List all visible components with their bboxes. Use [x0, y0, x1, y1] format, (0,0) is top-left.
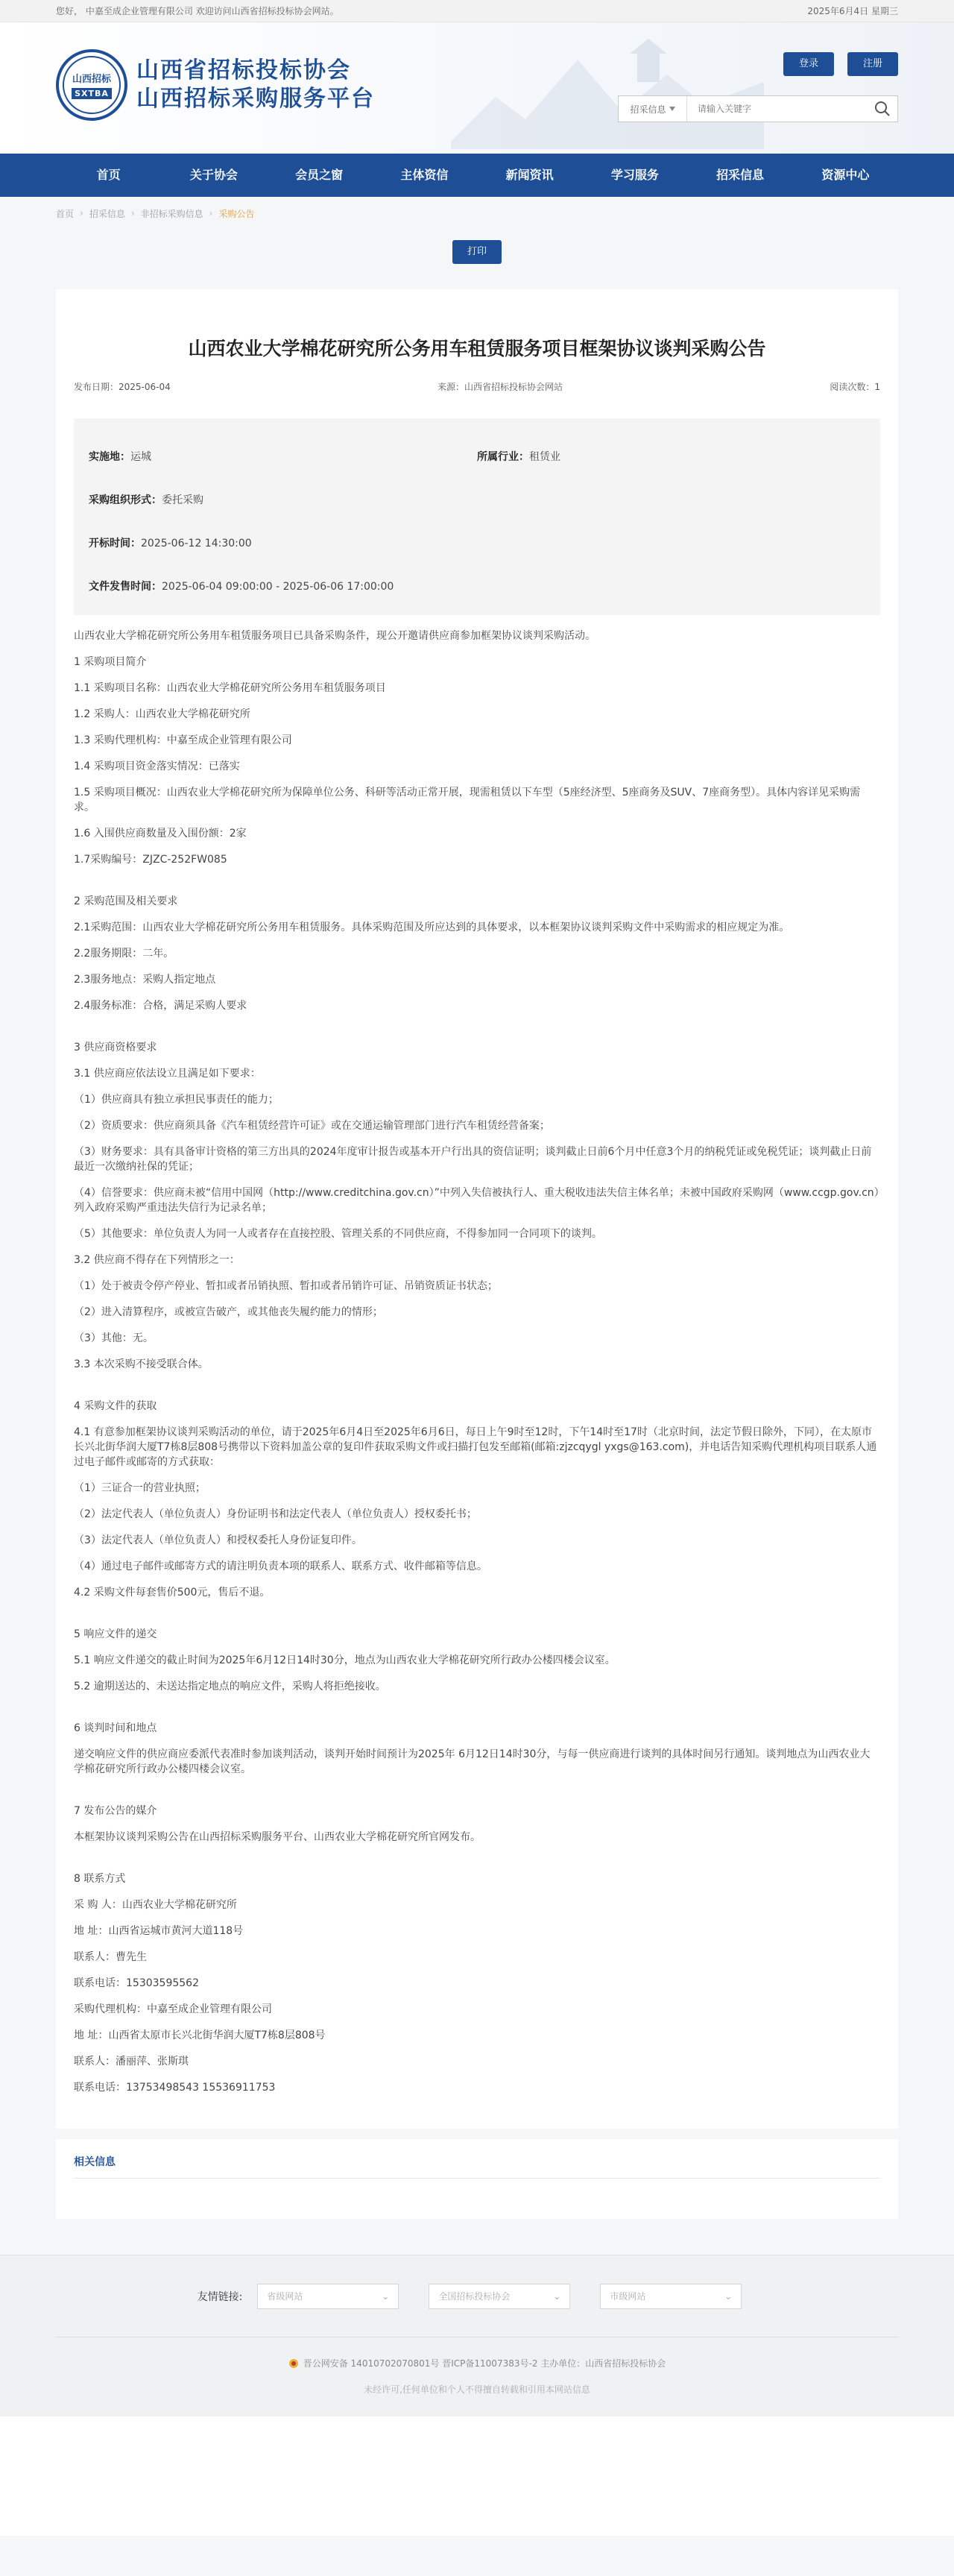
search-icon	[874, 101, 891, 117]
national-associations-select[interactable]	[429, 2284, 570, 2309]
article-paragraph: 本框架协议谈判采购公告在山西招标采购服务平台、山西农业大学棉花研究所官网发布。	[74, 1831, 481, 1843]
article-paragraph: （5）其他要求：单位负责人为同一人或者存在直接控股、管理关系的不同供应商，不得参加同一合同项下的谈判。	[74, 1228, 602, 1240]
welcome-text: 您好， 中嘉至成企业管理有限公司 欢迎访问山西省招标投标协会网站。	[56, 6, 339, 16]
nav-credit[interactable]: 主体资信	[400, 168, 449, 182]
search-category-value: 招采信息	[630, 104, 666, 115]
doc-time-value: 2025-06-04 09:00:00 - 2025-06-06 17:00:00	[162, 581, 394, 593]
article-paragraph: 3.3 本次采购不接受联合体。	[74, 1358, 209, 1370]
article-paragraph: 1.6 入围供应商数量及入围份额：2家	[74, 828, 247, 840]
current-date: 2025年6月4日 星期三	[807, 6, 898, 16]
register-button[interactable]: 注册	[847, 52, 898, 76]
friend-links-label: 友情链接:	[197, 2290, 243, 2303]
article-card	[56, 289, 898, 2129]
breadcrumb	[56, 197, 898, 230]
article-paragraph: 2.1采购范围：山西农业大学棉花研究所公务用车租赁服务。具体采购范围及所应达到的具体要求，以本框架协议谈判采购文件中采购需求的相应规定为准。	[74, 922, 790, 933]
logo-title-line1: 山西省招标投标协会	[136, 57, 351, 84]
paragraph-gap	[74, 878, 880, 894]
location-value: 运城	[130, 451, 151, 463]
breadcrumb-separator-icon: ›	[209, 208, 213, 218]
org-form-label: 采购组织形式：	[89, 494, 162, 506]
copyright-note: 未经许可,任何单位和个人不得擅自转载和引用本网站信息	[364, 2384, 590, 2395]
select-value: 市级网站	[610, 2291, 646, 2302]
chevron-down-icon: ⌄	[553, 2290, 561, 2302]
article-paragraph: 2.4服务标准：合格，满足采购人要求	[74, 1000, 247, 1012]
article-paragraph: 联系人：曹先生	[74, 1951, 147, 1963]
chevron-down-icon: ⌄	[382, 2290, 390, 2302]
nav-about[interactable]: 关于协会	[189, 168, 238, 182]
article-body	[74, 629, 880, 2095]
paragraph-gap	[74, 1788, 880, 1804]
logo-title-line2: 山西招标采购服务平台	[136, 86, 375, 112]
article-paragraph: 4 采购文件的获取	[74, 1400, 157, 1412]
article-paragraph: 联系电话：15303595562	[74, 1977, 199, 1989]
related-info-section	[56, 2139, 898, 2219]
article-paragraph: （4）信誉要求：供应商未被“信用中国网（http://www.creditchina.gov.cn）”中列入失信被执行人、重大税收违法失信主体名单；未被中国政府采购网（www.ccgp.gov.cn）列入政府采购严重违法失信行为记录名单；	[74, 1187, 879, 1214]
police-badge-icon	[288, 2358, 299, 2369]
page-bottom-space	[0, 2416, 954, 2536]
industry-value: 租赁业	[529, 451, 560, 463]
article-paragraph: （2）法定代表人（单位负责人）身份证明书和法定代表人（单位负责人）授权委托书；	[74, 1508, 477, 1520]
article-paragraph: 3.1 供应商应依法设立且满足如下要求：	[74, 1068, 261, 1080]
article-paragraph: 6 谈判时间和地点	[74, 1722, 157, 1734]
article-paragraph: （2）资质要求：供应商须具备《汽车租赁经营许可证》或在交通运输管理部门进行汽车租赁经营备案；	[74, 1120, 550, 1132]
breadcrumb-current: 采购公告	[218, 208, 255, 219]
logo-abbr: SXTBA	[72, 88, 112, 99]
copyright	[0, 2337, 954, 2377]
article-paragraph: 4.1 有意参加框架协议谈判采购活动的单位，请于2025年6月4日至2025年6月6日，每日上午9时至12时，下午14时至17时（北京时间，法定节假日除外，下同），在太原市长兴北街华润大厦T7栋8层808号携带以下资料加盖公章的复印件获取采购文件或扫描打包发至邮箱(邮箱:zjzcqygl yxgs@163.com)，并电话告知采购代理机构项目联系人通过电子邮件或邮寄的方式获取：	[74, 1426, 877, 1468]
article-paragraph: 1.4 采购项目资金落实情况：已落实	[74, 760, 240, 772]
paragraph-gap	[74, 1705, 880, 1721]
article-paragraph: （3）财务要求：具有具备审计资格的第三方出具的2024年度审计报告或基本开户行出具的资信证明；谈判截止日前6个月中任意3个月的纳税凭证或免税凭证；谈判截止日前最近一次缴纳社保的凭证；	[74, 1146, 872, 1173]
search-bar	[618, 95, 898, 122]
article-paragraph: 1.5 采购项目概况：山西农业大学棉花研究所为保障单位公务、科研等活动正常开展，现需租赁以下车型（5座经济型、5座商务及SUV、7座商务型）。具体内容详见采购需求。	[74, 787, 861, 813]
friend-links	[56, 2255, 898, 2337]
article-paragraph: 7 发布公告的媒介	[74, 1805, 157, 1817]
article-paragraph: 1.2 采购人：山西农业大学棉花研究所	[74, 708, 250, 720]
nav-resources[interactable]: 资源中心	[821, 168, 870, 182]
article-paragraph: 2 采购范围及相关要求	[74, 895, 178, 907]
industry-label: 所属行业：	[477, 451, 529, 463]
article-paragraph: 1.3 采购代理机构：中嘉至成企业管理有限公司	[74, 734, 292, 746]
article-meta	[74, 380, 880, 405]
article-paragraph: 递交响应文件的供应商应委派代表准时参加谈判活动，谈判开始时间预计为2025年 6月12日14时30分，与每一供应商进行谈判的具体时间另行通知。谈判地点为山西农业大学棉花研究所行政办公楼四楼会议室。	[74, 1748, 871, 1775]
article-paragraph: 2.3服务地点：采购人指定地点	[74, 974, 216, 986]
search-category-select[interactable]	[619, 96, 687, 122]
article-paragraph: 1 采购项目简介	[74, 656, 147, 668]
org-form-value: 委托采购	[162, 494, 203, 506]
article-paragraph: 4.2 采购文件每套售价500元，售后不退。	[74, 1587, 271, 1599]
article-paragraph: 1.1 采购项目名称：山西农业大学棉花研究所公务用车租赁服务项目	[74, 682, 386, 694]
article-paragraph: 采购代理机构：中嘉至成企业管理有限公司	[74, 2003, 272, 2015]
article-paragraph: 3 供应商资格要求	[74, 1042, 157, 1054]
logo-emblem-text: 山西招标	[72, 74, 111, 85]
site-footer	[0, 2255, 954, 2416]
nav-home[interactable]: 首页	[96, 168, 121, 182]
nav-procurement[interactable]: 招采信息	[716, 168, 765, 182]
article-paragraph: 山西农业大学棉花研究所公务用车租赁服务项目已具备采购条件，现公开邀请供应商参加框架协议谈判采购活动。	[74, 630, 596, 642]
copyright-text: 晋公网安备 14010702070801号 晋ICP备11007383号-2 主办单位：山西省招标投标协会	[303, 2358, 666, 2369]
open-time-label: 开标时间：	[89, 538, 141, 549]
site-header	[0, 22, 954, 154]
article-paragraph: 5.2 逾期送达的、未送达指定地点的响应文件，采购人将拒绝接收。	[74, 1681, 386, 1692]
open-time-value: 2025-06-12 14:30:00	[141, 538, 252, 549]
article-paragraph: 地 址：山西省运城市黄河大道118号	[74, 1925, 244, 1937]
article-title: 山西农业大学棉花研究所公务用车租赁服务项目框架协议谈判采购公告	[188, 338, 766, 359]
article-paragraph: 1.7采购编号：ZJZC-252FW085	[74, 854, 227, 866]
main-nav	[0, 154, 954, 197]
related-info-title: 相关信息	[74, 2154, 880, 2179]
print-button[interactable]: 打印	[452, 240, 502, 264]
article-paragraph: 联系人：潘丽萍、张斯琪	[74, 2056, 189, 2068]
article-paragraph: 5 响应文件的递交	[74, 1628, 157, 1640]
article-paragraph: （1）供应商具有独立承担民事责任的能力；	[74, 1094, 279, 1106]
article-source: 来源：山西省招标投标协会网站	[437, 382, 563, 392]
search-input[interactable]	[687, 96, 868, 122]
login-button[interactable]: 登录	[783, 52, 834, 76]
nav-learning[interactable]: 学习服务	[610, 168, 659, 182]
article-paragraph: （3）法定代表人（单位负责人）和授权委托人身份证复印件。	[74, 1534, 362, 1546]
breadcrumb-separator-icon: ›	[130, 208, 135, 218]
paragraph-gap	[74, 1856, 880, 1871]
paragraph-gap	[74, 1611, 880, 1627]
city-sites-select[interactable]	[600, 2284, 742, 2309]
article-paragraph: 8 联系方式	[74, 1873, 126, 1885]
article-paragraph: （2）进入清算程序，或被宣告破产，或其他丧失履约能力的情形；	[74, 1306, 383, 1318]
article-paragraph: （1）三证合一的营业执照；	[74, 1482, 206, 1494]
doc-time-label: 文件发售时间：	[89, 581, 162, 593]
select-value: 全国招标投标协会	[438, 2291, 511, 2302]
chevron-down-icon: ⌄	[724, 2290, 733, 2302]
article-paragraph: 3.2 供应商不得存在下列情形之一：	[74, 1254, 240, 1266]
paragraph-gap	[74, 1383, 880, 1399]
article-paragraph: （3）其他：无。	[74, 1332, 154, 1344]
landscape-decoration-icon	[451, 30, 764, 149]
article-paragraph: （4）通过电子邮件或邮寄方式的请注明负责本项的联系人、联系方式、收件邮箱等信息。	[74, 1561, 487, 1572]
logo-emblem-icon	[56, 49, 127, 121]
article-paragraph: 采 购 人：山西农业大学棉花研究所	[74, 1899, 237, 1911]
paragraph-gap	[74, 1024, 880, 1040]
provincial-sites-select[interactable]	[257, 2284, 399, 2309]
nav-members[interactable]: 会员之窗	[295, 168, 344, 182]
article-paragraph: 5.1 响应文件递交的截止时间为2025年6月12日14时30分，地点为山西农业大学棉花研究所行政办公楼四楼会议室。	[74, 1654, 616, 1666]
view-count: 阅读次数：1	[830, 382, 880, 392]
breadcrumb-non-tender[interactable]: 非招标采购信息	[140, 208, 203, 219]
site-logo[interactable]	[56, 49, 375, 121]
project-info-box	[74, 418, 880, 615]
nav-news[interactable]: 新闻资讯	[505, 168, 554, 182]
breadcrumb-separator-icon: ›	[80, 208, 83, 218]
breadcrumb-procurement[interactable]: 招采信息	[89, 208, 125, 219]
search-button[interactable]	[868, 96, 897, 122]
publish-date: 发布日期：2025-06-04	[74, 382, 171, 392]
select-value: 省级网站	[267, 2291, 303, 2302]
breadcrumb-home[interactable]: 首页	[56, 208, 75, 219]
article-paragraph: 联系电话：13753498543 15536911753	[74, 2082, 276, 2094]
caret-down-icon	[669, 107, 675, 111]
auth-buttons	[783, 52, 898, 76]
top-bar	[0, 0, 954, 22]
article-paragraph: 2.2服务期限：二年。	[74, 948, 174, 960]
article-paragraph: 地 址：山西省太原市长兴北街华润大厦T7栋8层808号	[74, 2029, 326, 2041]
article-paragraph: （1）处于被责令停产停业、暂扣或者吊销执照、暂扣或者吊销许可证、吊销资质证书状态；	[74, 1280, 498, 1292]
location-label: 实施地：	[89, 451, 130, 463]
